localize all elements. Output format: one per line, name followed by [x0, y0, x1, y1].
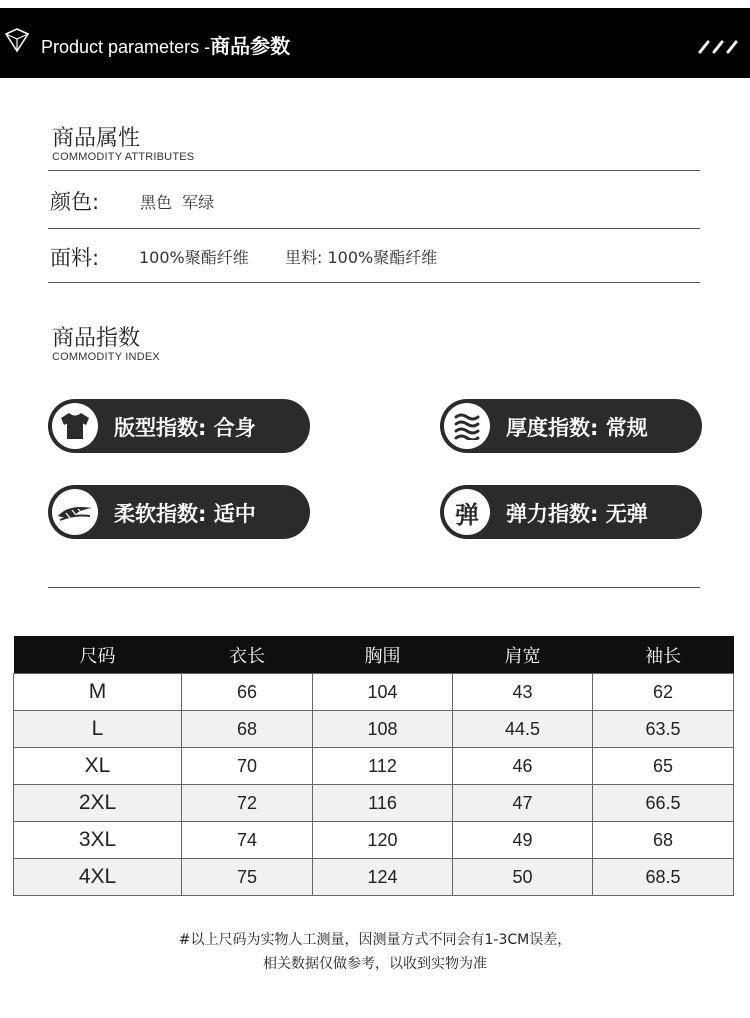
table-cell: XL: [14, 748, 182, 785]
divider: [48, 587, 700, 588]
table-cell: 66: [182, 674, 313, 711]
column-header: 衣长: [182, 636, 313, 674]
table-cell: 68: [593, 822, 734, 859]
table-cell: 108: [313, 711, 453, 748]
table-row: [14, 822, 734, 859]
header-bar: [0, 8, 750, 78]
table-cell: 112: [313, 748, 453, 785]
table-cell: 50: [453, 859, 593, 896]
reference-note: 相关数据仅做参考，以收到实物为准: [263, 956, 487, 972]
table-cell: 68.5: [593, 859, 734, 896]
table-cell: 46: [453, 748, 593, 785]
table-cell: 72: [182, 785, 313, 822]
column-header: 胸围: [313, 636, 453, 674]
page-title-en: Product parameters -: [41, 37, 211, 57]
thickness-index-text: 厚度指数: 常规: [506, 416, 648, 440]
table-cell: 63.5: [593, 711, 734, 748]
table-cell: 43: [453, 674, 593, 711]
table-cell: 66.5: [593, 785, 734, 822]
table-cell: 74: [182, 822, 313, 859]
tshirt-icon: [52, 403, 98, 449]
table-row: [14, 785, 734, 822]
fabric-label: 面料:: [50, 246, 100, 270]
attributes-subtitle: COMMODITY ATTRIBUTES: [52, 151, 195, 163]
page-title: [41, 30, 290, 59]
feather-icon: [52, 489, 98, 535]
index-subtitle: COMMODITY INDEX: [52, 351, 160, 363]
table-header-row: [14, 636, 734, 674]
table-cell: 2XL: [14, 785, 182, 822]
table-row: [14, 674, 734, 711]
layers-icon: [444, 403, 490, 449]
table-row: [14, 748, 734, 785]
divider: [48, 228, 700, 229]
divider: [48, 170, 700, 171]
diamond-logo-icon: [3, 26, 31, 54]
elasticity-index-pill: [440, 485, 702, 539]
elastic-icon: [444, 489, 490, 535]
page-title-cn: 商品参数: [210, 34, 291, 58]
table-cell: 49: [453, 822, 593, 859]
table-cell: 62: [593, 674, 734, 711]
table-cell: L: [14, 711, 182, 748]
triple-slash-icon: [698, 38, 742, 54]
table-cell: M: [14, 674, 182, 711]
lining-value: 里料: 100%聚酯纤维: [285, 248, 438, 267]
table-cell: 104: [313, 674, 453, 711]
thickness-index-pill: [440, 399, 702, 453]
measurement-note: #以上尺码为实物人工测量，因测量方式不同会有1-3CM误差，: [178, 932, 572, 948]
table-cell: 3XL: [14, 822, 182, 859]
table-cell: 70: [182, 748, 313, 785]
index-title: 商品指数: [52, 326, 141, 351]
table-cell: 4XL: [14, 859, 182, 896]
attributes-title: 商品属性: [52, 126, 141, 151]
softness-index-text: 柔软指数: 适中: [114, 502, 256, 526]
table-row: [14, 859, 734, 896]
column-header: 肩宽: [453, 636, 593, 674]
table-cell: 44.5: [453, 711, 593, 748]
elastic-icon-char: 弹: [455, 500, 479, 529]
table-cell: 65: [593, 748, 734, 785]
table-cell: 116: [313, 785, 453, 822]
divider: [48, 282, 700, 283]
column-header: 袖长: [593, 636, 734, 674]
table-cell: 124: [313, 859, 453, 896]
color-label: 颜色:: [50, 190, 100, 214]
column-header: 尺码: [14, 636, 182, 674]
fit-index-text: 版型指数: 合身: [114, 416, 256, 440]
softness-index-pill: [48, 485, 310, 539]
size-table: [13, 636, 734, 896]
table-cell: 47: [453, 785, 593, 822]
table-cell: 68: [182, 711, 313, 748]
table-cell: 120: [313, 822, 453, 859]
table-cell: 75: [182, 859, 313, 896]
elasticity-index-text: 弹力指数: 无弹: [506, 502, 648, 526]
table-row: [14, 711, 734, 748]
fabric-value: 100%聚酯纤维: [139, 248, 249, 267]
fit-index-pill: [48, 399, 310, 453]
color-value: 黑色 军绿: [140, 193, 215, 212]
